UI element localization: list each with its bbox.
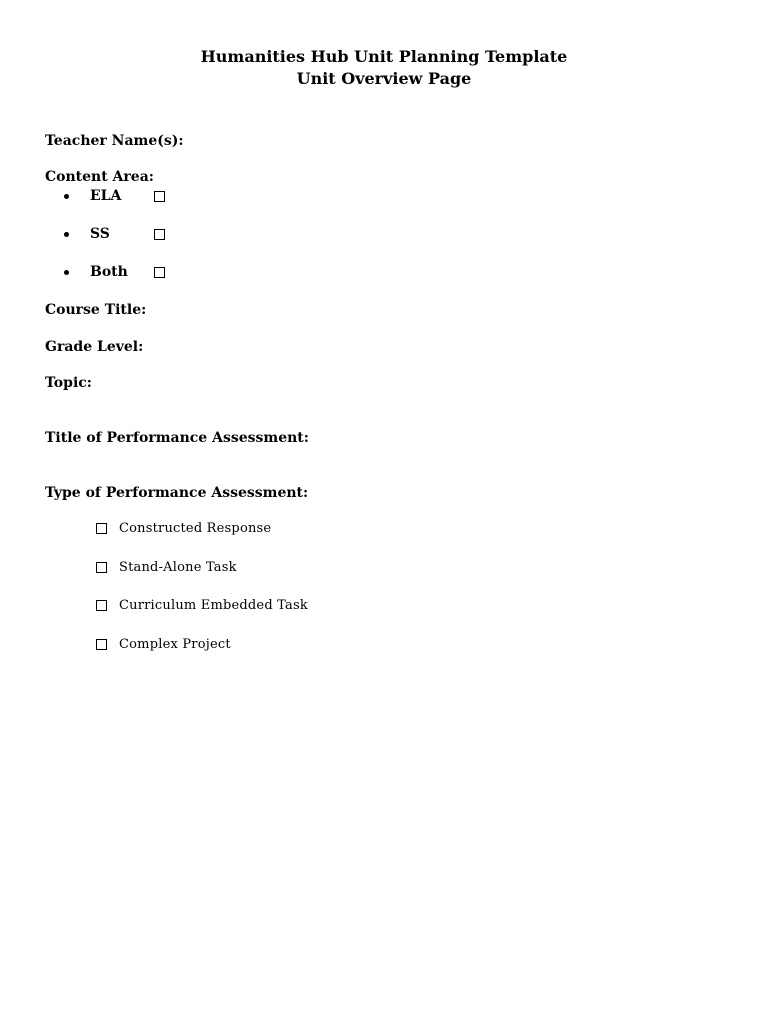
teacher-name-label: Teacher Name(s): xyxy=(45,133,184,149)
checkbox-icon[interactable] xyxy=(96,639,107,650)
bullet-icon xyxy=(64,194,69,199)
document-title: Humanities Hub Unit Planning Template xyxy=(200,47,568,66)
option-label: ELA xyxy=(90,188,122,204)
course-title-label: Course Title: xyxy=(45,302,147,318)
content-area-label: Content Area: xyxy=(45,169,154,185)
checkbox-icon[interactable] xyxy=(96,562,107,573)
bullet-icon xyxy=(64,232,69,237)
option-label: Curriculum Embedded Task xyxy=(119,598,308,613)
topic-label: Topic: xyxy=(45,375,92,391)
performance-assessment-type-label: Type of Performance Assessment: xyxy=(45,485,309,501)
performance-assessment-title-label: Title of Performance Assessment: xyxy=(45,430,309,446)
option-label: Complex Project xyxy=(119,637,231,652)
checkbox-icon[interactable] xyxy=(154,191,165,202)
option-label: SS xyxy=(90,226,110,242)
document-subtitle: Unit Overview Page xyxy=(296,69,472,88)
option-label: Constructed Response xyxy=(119,521,272,536)
checkbox-icon[interactable] xyxy=(96,523,107,534)
checkbox-icon[interactable] xyxy=(96,600,107,611)
bullet-icon xyxy=(64,270,69,275)
grade-level-label: Grade Level: xyxy=(45,339,144,355)
option-label: Both xyxy=(90,264,128,280)
checkbox-icon[interactable] xyxy=(154,229,165,240)
option-label: Stand-Alone Task xyxy=(119,560,237,575)
checkbox-icon[interactable] xyxy=(154,267,165,278)
